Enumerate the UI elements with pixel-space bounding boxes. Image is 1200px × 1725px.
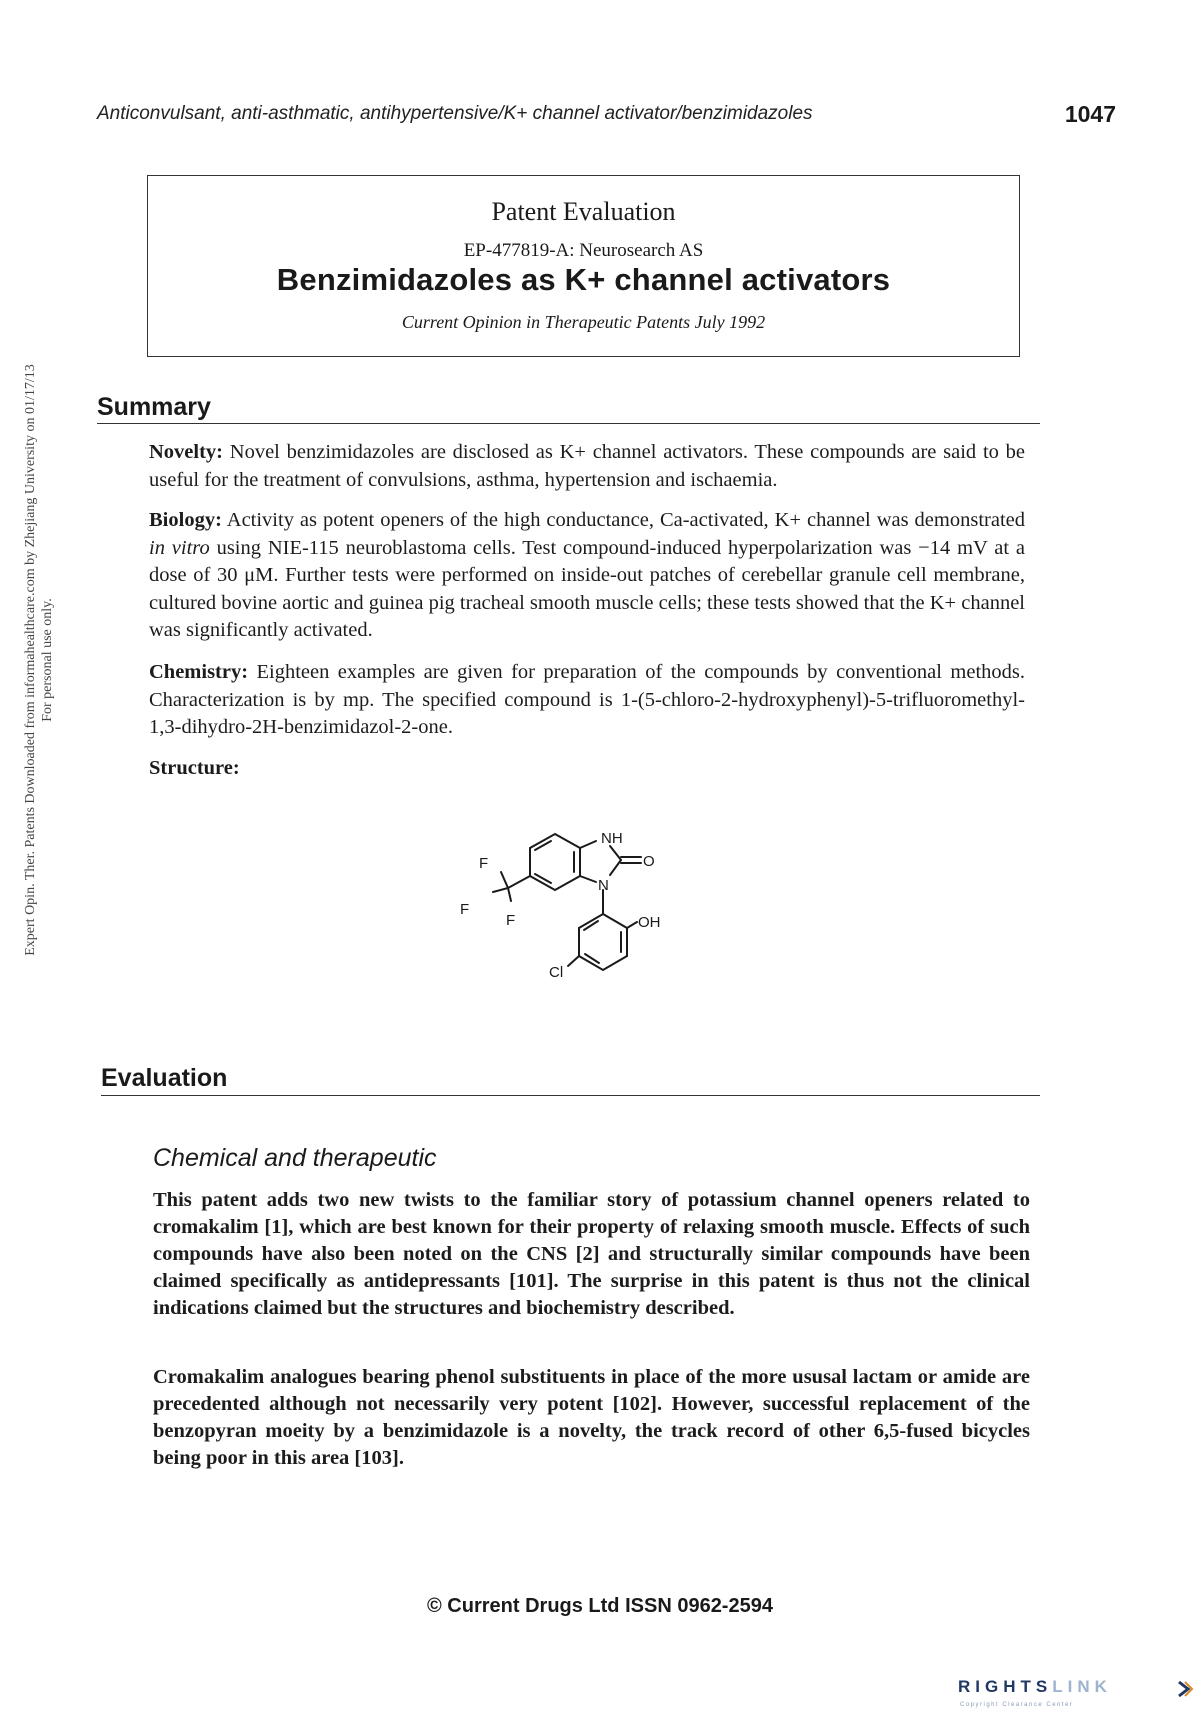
atom-o: O [643, 853, 655, 870]
copyright-footer: © Current Drugs Ltd ISSN 0962-2594 [427, 1595, 773, 1617]
rightslink-arrow-icon [1176, 1679, 1194, 1699]
evaluation-heading: Evaluation [101, 1064, 228, 1092]
novelty-label: Novelty: [149, 441, 224, 463]
journal-citation: Current Opinion in Therapeutic Patents July 1992 [401, 312, 766, 332]
atom-cl: Cl [549, 964, 564, 981]
atom-f: F [479, 855, 489, 872]
benzene-inner-bond [535, 841, 551, 850]
bond-n-c [580, 876, 596, 882]
download-note-line-2: For personal use only. [40, 598, 55, 722]
atom-nh: NH [601, 830, 623, 847]
article-title: Benzimidazoles as K+ channel activators [276, 262, 891, 297]
page-number: 1047 [1064, 101, 1116, 127]
atom-oh: OH [638, 914, 661, 931]
bond-c2-n [610, 860, 621, 875]
biology-text-1: Activity as potent openers of the high conductance, Ca-activated, K+ channel was demonstrated [226, 509, 1025, 531]
novelty-text: Novel benzimidazoles are disclosed as K+ channel activators. These compounds are said to be useful for the treatment of convulsions, asthma, hypertension and ischaemia. [149, 441, 1025, 491]
evaluation-rule [101, 1095, 1040, 1096]
bond-cf3-f [493, 888, 508, 892]
bond-oh [627, 922, 637, 928]
rightslink-wordmark-light: LINK [1052, 1677, 1112, 1696]
download-note [22, 280, 56, 1040]
biology-text-2: using NIE-115 neuroblastoma cells. Test compound-induced hyperpolarization was −14 mV at a dose of 30 μM. Further tests were performed on inside-out patches of cerebellar granule cell membrane, cultured bovine aortic and guinea pig tracheal smooth muscle cells; these tests showed that the K+ channel was significantly activated. [149, 536, 1025, 641]
biology-paragraph [149, 507, 1025, 645]
running-header: Anticonvulsant, anti-asthmatic, antihypertensive/K+ channel activator/benzimidazoles [97, 103, 813, 124]
evaluation-paragraph-2: Cromakalim analogues bearing phenol substituents in place of the more ususal lactam or amide are precedented although not necessarily very potent [102]. However, successful replacement of the benzopyran moeity by a benzimidazole is a novelty, the track record of other 6,5-fused bicycles being poor in this area [103]. [153, 1366, 1030, 1469]
rightslink-logo [958, 1677, 1198, 1717]
benzene-ring [530, 834, 580, 890]
patent-evaluation-box [147, 175, 1020, 357]
bond-cf3-f [508, 888, 511, 901]
phenol-inner-bond [584, 921, 598, 930]
evaluation-paragraph-1: This patent adds two new twists to the familiar story of potassium channel openers related to cromakalim [1], which are best known for their property of relaxing smooth muscle. Effects of such compounds have also been noted on the CNS [2] and structurally similar compounds have been claimed specifically as antidepressants [101]. The surprise in this patent is thus not the clinical indications claimed but the structures and biochemistry described. [153, 1189, 1030, 1319]
atom-f: F [460, 901, 470, 918]
rightslink-wordmark-dark: RIGHTS [958, 1677, 1053, 1696]
structure-label: Structure: [149, 757, 240, 779]
evaluation-subheading: Chemical and therapeutic [153, 1144, 437, 1172]
summary-heading: Summary [97, 393, 211, 421]
bond-nh-c2 [610, 846, 621, 860]
atom-n: N [598, 877, 609, 894]
biology-italic: in vitro [149, 536, 210, 559]
chemistry-paragraph [149, 659, 1025, 742]
chemistry-text: Eighteen examples are given for preparation of the compounds by conventional methods. Characterization is by mp. The specified compound is 1-(5-chloro-2-hydroxyphenyl)-5-trifluoromethyl-1,3-dihydro-2H-benzimidazol-2-one. [149, 661, 1025, 738]
biology-label: Biology: [149, 509, 222, 531]
chemistry-label: Chemistry: [149, 661, 249, 683]
patent-number: EP-477819-A: Neurosearch AS [463, 240, 704, 261]
benzene-inner-bond [535, 874, 551, 883]
bond-cl [568, 956, 579, 966]
chemical-structure [440, 815, 700, 1015]
summary-rule [97, 423, 1040, 424]
bond-c-nh [580, 841, 596, 848]
atom-f: F [506, 912, 516, 929]
bond-ring-cf3 [508, 876, 530, 888]
download-note-line-1: Expert Opin. Ther. Patents Downloaded from informahealthcare.com by Zhejiang University on 01/17/13 [23, 364, 38, 956]
rightslink-wordmark [958, 1677, 1112, 1696]
phenol-ring [579, 914, 627, 970]
bond-cf3-f [501, 872, 508, 888]
rightslink-subtext: Copyright Clearance Center [960, 1702, 1074, 1708]
novelty-paragraph [149, 439, 1025, 494]
box-heading: Patent Evaluation [491, 197, 676, 226]
